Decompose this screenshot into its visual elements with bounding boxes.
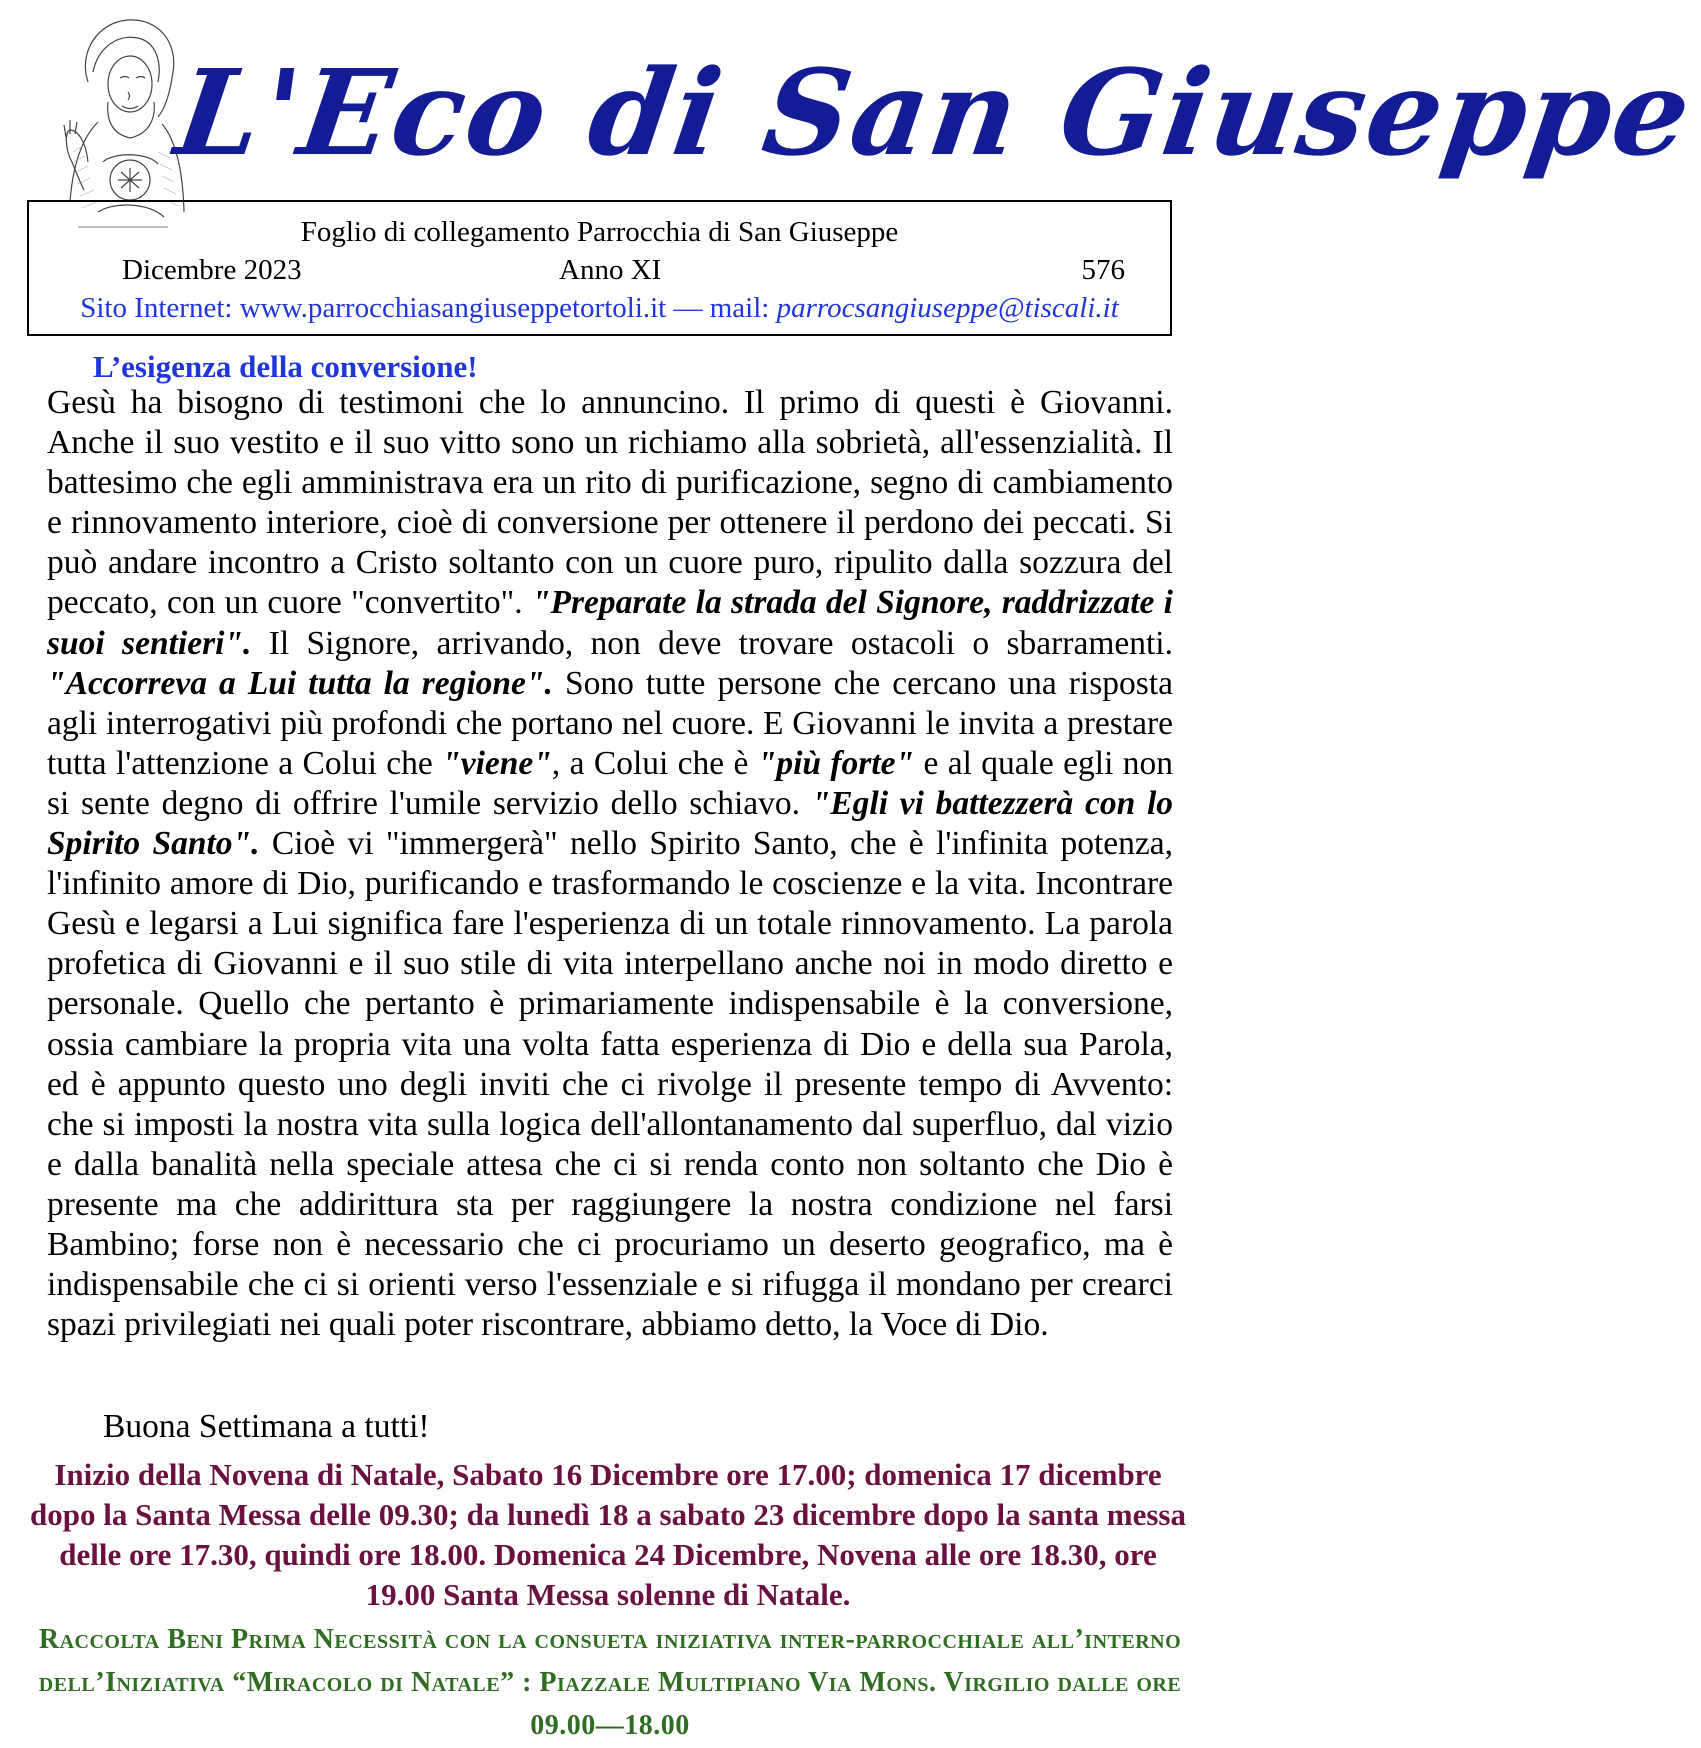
novena-notice: Inizio della Novena di Natale, Sabato 16 Dicembre ore 17.00; domenica 17 dicembre dopo la Santa Messa delle 09.30; da lunedì 18 a sabato 23 dicembre dopo la santa messa delle ore 17.30, quindi ore 18.00. Domenica 24 Dicembre, Novena alle ore 18.30, ore 19.00 Santa Messa solenne di Natale. [29,1457,1186,1612]
article-quote: "viene" [442,744,552,782]
article-text: Gesù ha bisogno di testimoni che lo annuncino. Il primo di questi è Giovanni. Anche il suo vestito e il suo vitto sono un richiamo alla sobrietà, all'essenzialità. Il battesimo che egli amministrava era un rito di purificazione, segno di cambiamento e rinnovamento interiore, cioè di conversione per ottenere il perdono dei peccati. Si può andare incontro a Cristo soltanto con un cuore puro, ripulito dalla sozzura del peccato, con un cuore "convertito". [47,384,1173,622]
masthead-title: L'Eco di San Giuseppe [168,43,1701,182]
website-link[interactable]: Sito Internet: www.parrocchiasangiuseppetortoli.it — mail: [80,292,777,324]
article-text: Il Signore, arrivando, non deve trovare ostacoli o sbarramenti. [251,624,1173,662]
article-paragraph [47,383,1173,1345]
article-quote: "Preparate la strada del Signore, raddrizzate i suoi sentieri". [47,584,1173,662]
article-quote: "Egli vi battezzerà con lo Spirito Santo". [47,784,1173,863]
issue-year: Anno XI [559,254,662,286]
issue-date: Dicembre 2023 [122,254,302,286]
contact-line [29,292,1170,325]
masthead-subtitle: Foglio di collegamento Parrocchia di San Giuseppe [300,216,899,248]
article-title: L’esigenza della conversione! [93,349,478,384]
article-text: , a Colui che è [551,744,758,782]
article-quote: "più forte" [757,744,915,782]
article-text: Sono tutte persone che cercano una risposta agli interrogativi più profondi che portano nel cuore. E Giovanni le invita a prestare tutta l'attenzione a Colui che [47,664,1173,782]
article-body [47,383,1173,1345]
article-greeting: Buona Settimana a tutti! [103,1408,430,1445]
article-text: e al quale egli non si sente degno di offrire l'umile servizio dello schiavo. [47,744,1173,822]
email-link[interactable]: parrocsangiuseppe@tiscali.it [776,292,1119,324]
raccolta-notice: Raccolta Beni Prima Necessità con la consueta iniziativa inter-parrocchiale all’interno dell’Iniziativa “Miracolo di Natale” : Piazzale Multipiano Via Mons. Virgilio dalle ore 09.00—18.00 [38,1624,1182,1741]
issue-number: 576 [1081,254,1125,286]
article-quote: "Accorreva a Lui tutta la regione". [47,664,553,702]
masthead-info-box [27,200,1172,336]
article-text: Cioè vi "immergerà" nello Spirito Santo, che è l'infinita potenza, l'infinito amore di Dio, purificando e trasformando le coscienze e la vita. Incontrare Gesù e legarsi a Lui significa fare l'esperienza di un totale rinnovamento. La parola profetica di Giovanni e il suo stile di vita interpellano anche noi in modo diretto e personale. Quello che pertanto è primariamente indispensabile è la conversione, ossia cambiare la propria vita una volta fatta esperienza di Dio e della sua Parola, ed è appunto questo uno degli inviti che ci rivolge il presente tempo di Avvento: che si imposti la nostra vita sulla logica dell'allontanamento dal superfluo, dal vizio e dalla banalità nella speciale attesa che ci si renda conto non soltanto che Dio è presente ma che addirittura sta per raggiungere la nostra condizione nel farsi Bambino; forse non è necessario che ci procuriamo un deserto geografico, ma è indispensabile che ci si orienti verso l'essenziale e si rifugga il mondano per crearci spazi privilegiati nei quali poter riscontrare, abbiamo detto, la Voce di Dio. [47,825,1173,1344]
